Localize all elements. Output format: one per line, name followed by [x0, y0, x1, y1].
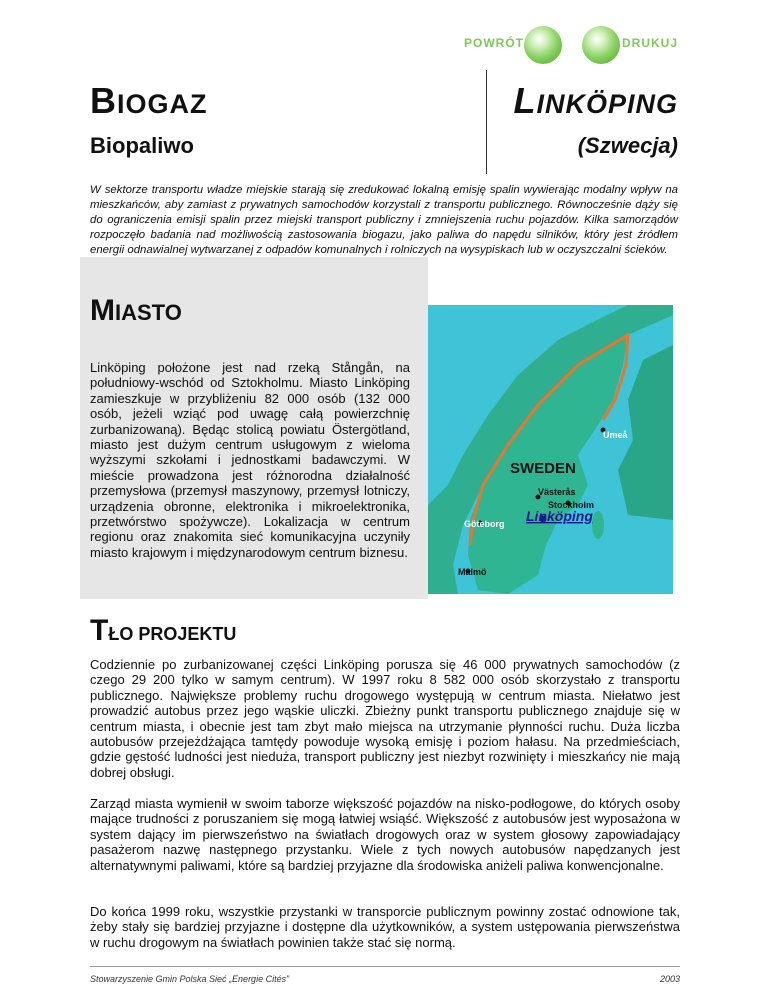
print-orb-icon[interactable]: [582, 26, 620, 64]
city-description: Linköping położone jest nad rzeką Stångån, na południowy-wschód od Sztokholmu. Miasto Linköping zamieszkuje w przybliżeniu 82 000 osób (132 000 osób, jeżeli wziąć pod uwagę całą powierzchnię zurbanizowaną). Będąc stolicą powiatu Östergötland, miasto jest dużym centrum usługowym z wieloma wyższymi szkołami i jednostkami badawczymi. W mieście prowadzona jest różnorodna działalność przemysłowa (przemysł maszynowy, przemysł lotniczy, urządzenia obronne, elektronika i mikroelektronika, przetwórstwo spożywcze). Lokalizacja w centrum regionu oraz znakomita sieć komunikacyjna uczyniły miasto krajowym i międzynarodowym centrum biznesu.: [90, 360, 410, 560]
title-right-cap: L: [513, 80, 537, 121]
map-label-linkoping: Linköping: [526, 508, 593, 524]
title-biogaz: [90, 80, 208, 122]
intro-paragraph: W sektorze transportu władze miejskie starają się zredukować lokalną emisję spalin wywierając modalny wpływ na mieszkańców, aby zamiast z prywatnych samochodów korzystali z transportu publicznego. Równocześnie dąży się do ograniczenia emisji spalin przez miejski transport publiczny i zmniejszenia ruchu pojazdów. Kilka samorządów rozpoczęło badania nad możliwością zastosowania biogazu, jako paliwa do napędu silników, który jest źródłem energii odnawialnej wytwarzanej z odpadów komunalnych i rolniczych na wysypiskach lub w oczyszczalni ścieków.: [90, 184, 678, 256]
footer-divider: [90, 966, 680, 967]
map-graphic: [428, 305, 673, 594]
title-left-rest: IOGAZ: [117, 89, 208, 119]
title-linkoping: [513, 80, 678, 122]
map-label-stockholm: Stockholm: [548, 500, 595, 510]
title-left-cap: B: [90, 80, 117, 121]
back-button[interactable]: POWRÓT: [464, 36, 524, 50]
footer-organization: Stowarzyszenie Gmin Polska Sieć „Energie Cités”: [90, 974, 290, 984]
project-heading: [90, 614, 236, 648]
project-heading-cap: T: [90, 614, 109, 647]
city-section: [80, 257, 428, 599]
title-right-rest: INKÖPING: [536, 89, 678, 119]
city-heading-rest: IASTO: [115, 300, 182, 325]
map-label-goteborg: Göteborg: [464, 519, 505, 529]
map-label-vasteras: Västerås: [538, 487, 576, 497]
project-paragraph-2: Zarząd miasta wymienił w swoim taborze większość pojazdów na nisko-podłogowe, do których osoby mające trudności z poruszaniem się mogą łatwiej wsiąść. Większość z autobusów jest wyposażona w system dający im pierwszeństwo na światłach drogowych oraz w system głosowy zapowiadający pasażerom nazwę następnego przystanku. Wiele z tych nowych autobusów napędzanych jest alternatywnymi paliwami, które są bardziej przyjazne dla środowiska aniżeli paliwa konwencjonalne.: [90, 796, 680, 873]
city-heading-cap: M: [90, 294, 115, 327]
city-heading: [90, 294, 182, 328]
footer-year: 2003: [659, 974, 680, 984]
project-paragraph-1: Codziennie po zurbanizowanej części Linköping porusza się 46 000 prywatnych samochodów (z czego 29 200 tylko w samym centrum). W 1997 roku 8 582 000 osób skorzystało z transportu publicznego. Największe problemy ruchu drogowego występują w centrum miasta. Niełatwo jest prowadzić autobus przez jego wąskie uliczki. Zbieżny punkt transportu publicznego znajduje się w centrum miasta, i obecnie jest tam zbyt mało miejsca na utrzymanie płynności ruchu. Duża liczba autobusów przejeżdżająca tamtędy powoduje wysoką emisję i poziom hałasu. Na przedmieściach, gdzie gęstość ludności jest nieduża, transport publiczny jest niezbyt rozwinięty i mieszkańcy nie mają dobrej obsługi.: [90, 657, 680, 780]
subtitle-biopaliwo: Biopaliwo: [90, 133, 194, 158]
project-heading-rest: ŁO: [108, 624, 134, 644]
sweden-map: [428, 305, 673, 594]
print-button[interactable]: DRUKUJ: [622, 36, 679, 50]
map-label-umea: Umeå: [603, 430, 628, 440]
project-heading-word2: PROJEKTU: [138, 624, 237, 644]
map-label-country: SWEDEN: [510, 460, 576, 477]
top-navigation: [462, 24, 682, 68]
subtitle-country: (Szwecja): [577, 133, 678, 158]
project-paragraph-3: Do końca 1999 roku, wszystkie przystanki w transporcie publicznym powinny zostać odnowione tak, żeby stały się bardziej przyjazne i dostępne dla użytkowników, a system ustępowania pierwszeństwa w ruchu drogowym na światłach powinien także stać się normą.: [90, 904, 680, 950]
map-gotland: [592, 511, 604, 539]
back-orb-icon[interactable]: [524, 26, 562, 64]
map-label-malmo: Malmö: [458, 567, 487, 577]
header-divider: [486, 70, 487, 174]
